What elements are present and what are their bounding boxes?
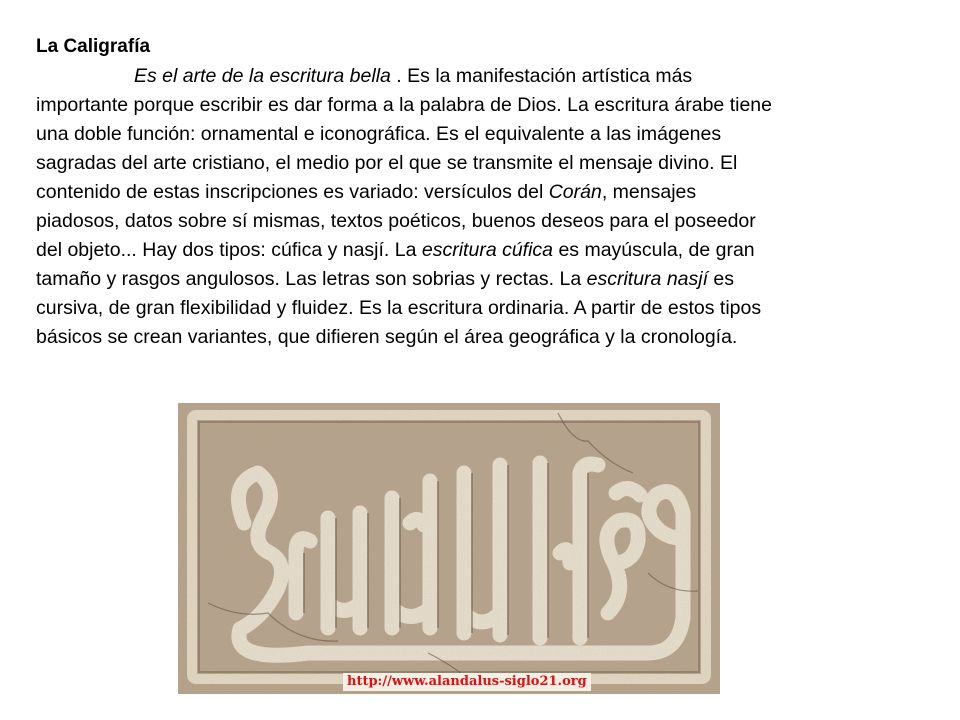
text-line (36, 323, 936, 352)
image-watermark: http://www.alandalus-siglo21.org (343, 673, 591, 691)
text-line (36, 265, 936, 294)
text-line (36, 207, 936, 236)
text-segment: es mayúscula, de gran (553, 239, 755, 261)
text-segment: importante porque escribir es dar forma a la palabra de Dios. La escritura árabe tiene (36, 94, 772, 116)
text-segment: piadosos, datos sobre sí mismas, textos poéticos, buenos deseos para el poseedor (36, 210, 756, 232)
italic-text: escritura nasjí (586, 268, 709, 290)
text-line (36, 91, 936, 120)
text-line (36, 62, 936, 91)
text-line (36, 236, 936, 265)
text-segment: básicos se crean variantes, que difieren según el área geográfica y la cronología. (36, 326, 738, 348)
text-segment: contenido de estas inscripciones es variado: versículos del (36, 181, 549, 203)
text-segment: , mensajes (601, 181, 697, 203)
text-line (36, 178, 936, 207)
text-segment: una doble función: ornamental e iconográfica. Es el equivalente a las imágenes (36, 123, 722, 145)
calligraphy-tile-image (178, 403, 720, 694)
italic-text: Corán (548, 181, 602, 203)
text-segment: sagradas del arte cristiano, el medio por el que se transmite el mensaje divino. El (36, 152, 738, 174)
text-line (36, 120, 936, 149)
text-segment: es (708, 268, 735, 290)
text-line (36, 149, 936, 178)
text-segment: cursiva, de gran flexibilidad y fluidez. Es la escritura ordinaria. A partir de estos tipos (36, 297, 762, 319)
text-line (36, 294, 936, 323)
italic-text: escritura cúfica (421, 239, 554, 261)
body-paragraph (36, 62, 936, 352)
text-segment: . Es la manifestación artística más (390, 65, 693, 87)
text-segment: tamaño y rasgos angulosos. Las letras son sobrias y rectas. La (36, 268, 587, 290)
slide-title: La Caligrafía (36, 36, 151, 57)
text-segment: del objeto... Hay dos tipos: cúfica y nasjí. La (36, 239, 422, 261)
italic-text: Es el arte de la escritura bella (134, 65, 391, 87)
